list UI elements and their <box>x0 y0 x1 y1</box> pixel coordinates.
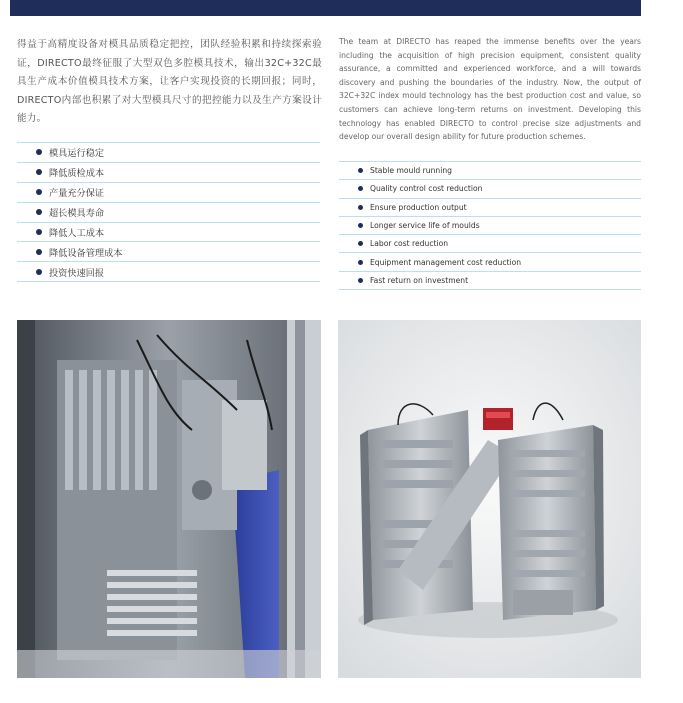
mould-halves-photo <box>338 320 641 678</box>
list-item-label: Ensure production output <box>370 202 467 212</box>
bullet-icon <box>358 241 363 246</box>
chinese-benefit-list <box>17 142 320 282</box>
bullet-icon <box>358 223 363 228</box>
bullet-icon <box>36 209 42 215</box>
list-item-label: 投资快速回报 <box>49 267 105 279</box>
list-item-label: 降低人工成本 <box>49 228 105 239</box>
bullet-icon <box>358 168 363 173</box>
list-item-label: 模具运行稳定 <box>49 148 105 160</box>
list-item-label: Longer service life of moulds <box>370 221 480 231</box>
list-item-label: Fast return on investment <box>370 275 469 285</box>
list-item <box>339 180 641 198</box>
list-item <box>339 235 641 253</box>
chinese-paragraph: 得益于高精度设备对模具品质稳定把控，团队经验积累和持续探索验证，DIRECTO最终征服了大型双色多腔模具技术，输出32C+32C最具生产成本价值模具技术方案，让客户实现投资的长期回报；同时，DIRECTO内部也积累了对大型模具尺寸的把控能力以及生产方案设计能力。 <box>17 39 322 125</box>
bullet-icon <box>36 229 42 235</box>
bullet-icon <box>36 269 42 275</box>
list-item <box>17 262 320 282</box>
bullet-icon <box>36 169 42 175</box>
list-item-label: Equipment management cost reduction <box>370 257 522 267</box>
bullet-icon <box>358 260 363 265</box>
bullet-icon <box>358 278 363 283</box>
list-item-label: 降低质检成本 <box>49 168 105 180</box>
list-item-label: 产量充分保证 <box>49 188 105 200</box>
list-item-label: Labor cost reduction <box>370 239 449 249</box>
list-item <box>17 203 320 223</box>
list-item <box>339 253 641 271</box>
list-item <box>17 183 320 203</box>
list-item <box>339 161 641 180</box>
english-paragraph: The team at DIRECTO has reaped the immense benefits over the years including the acquisition of high precision equipment, consistent quality assurance, a committed and experienced workforce, and a will towards discovery and pushing the boundaries of the industry. Now, the output of 32C+32C index mould technology has the best production cost and value, so customers can achieve long-term returns on investment. Developing this technology has enabled DIRECTO to control precise size adjustments and develop our overall design ability for future production schemes. <box>339 37 641 142</box>
list-item <box>17 142 320 163</box>
list-item-label: Stable mould running <box>370 166 452 176</box>
list-item <box>339 272 641 290</box>
list-item-label: 降低设备管理成本 <box>49 247 123 259</box>
list-item <box>17 223 320 243</box>
list-item <box>17 242 320 262</box>
english-benefit-list <box>339 161 641 290</box>
list-item <box>17 163 320 183</box>
bullet-icon <box>358 205 363 210</box>
list-item-label: 超长模具寿命 <box>49 208 105 220</box>
list-item <box>339 199 641 217</box>
list-item-label: Quality control cost reduction <box>370 184 483 194</box>
bullet-icon <box>358 186 363 191</box>
bullet-icon <box>36 149 42 155</box>
bullet-icon <box>36 249 42 255</box>
header-bar <box>10 0 641 16</box>
mould-in-machine-photo <box>17 320 321 678</box>
list-item <box>339 217 641 235</box>
bullet-icon <box>36 189 42 195</box>
